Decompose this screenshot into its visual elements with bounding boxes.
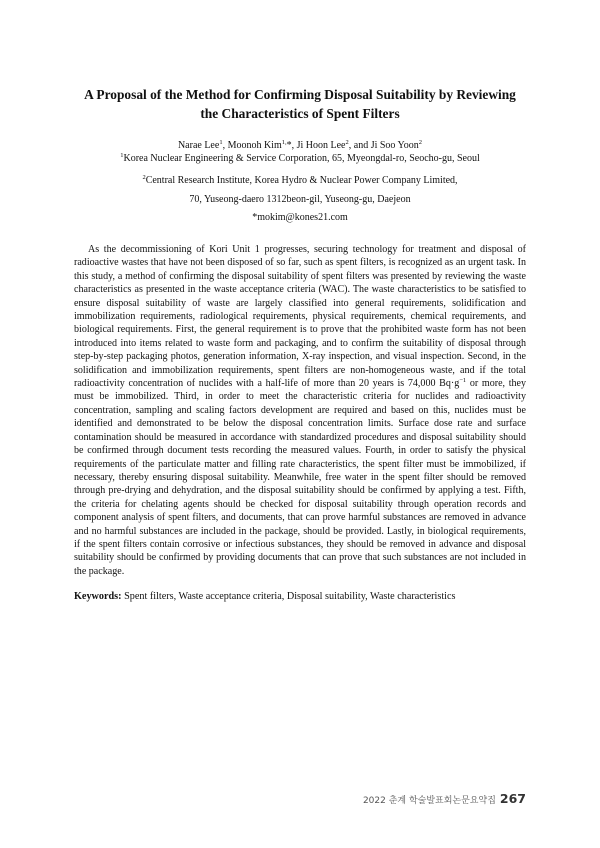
page-footer: [363, 792, 526, 808]
corresponding-email: [60, 211, 540, 225]
affiliation-1-text: Korea Nuclear Engineering & Service Corporation, 65, Myeongdal-ro, Seocho-gu, Seoul: [123, 153, 480, 164]
author-1: Narae Lee: [177, 140, 220, 151]
author-4-affil-mark: 2: [418, 139, 423, 146]
title-line-2: the Characteristics of Spent Filters: [200, 106, 400, 121]
author-1-affil-mark: 1: [219, 139, 223, 146]
unit-exponent: −1: [459, 377, 467, 385]
author-3-affil-mark: 2: [345, 139, 349, 146]
paper-title: [80, 85, 520, 123]
affiliation-2-line-2: 70, Yuseong-daero 1312beon-gil, Yuseong-gu, Daejeon: [189, 194, 411, 205]
author-3: , Ji Hoon Lee: [291, 140, 346, 151]
email-text: *mokim@kones21.com: [252, 212, 348, 223]
affiliation-2-line-1: Central Research Institute, Korea Hydro & Nuclear Power Company Limited,: [145, 175, 458, 186]
affiliation-2-mark: 2: [142, 174, 146, 181]
page-number: 267: [499, 791, 526, 806]
abstract-text-2: or more, they must be immobilized. Third, in order to meet the characteristic criteria for nuclides and radioactivity concentration, sampling and scaling factors development are required and based on this, nuclides must be identified and demonstrated to be below the disposal concentration limits. Surface dose rate and surface contamination should be measured in accordance with standardized procedures and disposal suitability should be confirmed through document tests recording the measured values. Fourth, in order to satisfy the physical requirements of the particulate matter and filling rate characteristics, the spent filter must be immobilized, if necessary, thereby ensuring disposal suitability. Meanwhile, free water in the spent filter should be removed through pre-drying and dehydration, and the disposal suitability should be confirmed by applying a test. Fifth, the criteria for chelating agents should be checked for disposal suitability through operation records and component analysis of spent filters, and documents, that can prove harmful substances are removed in advance and no harmful substances are included in the package, should be provided. Lastly, in biological requirements, if the spent filters contain corrosive or infectious substances, they should be removed in advance and disposal suitability should be confirmed by providing documents that can prove that such substances are not included in the package.: [74, 378, 527, 577]
affiliation-1: [60, 152, 540, 166]
keywords-label: Keywords:: [74, 591, 122, 602]
affiliation-2: [60, 174, 540, 188]
keywords-line: [74, 590, 526, 604]
keywords-list: Spent filters, Waste acceptance criteria, Disposal suitability, Waste characteristics: [121, 591, 456, 602]
author-2: , Moonoh Kim: [222, 140, 282, 151]
title-line-1: A Proposal of the Method for Confirming Disposal Suitability by Reviewing: [84, 87, 516, 102]
proceedings-title: 2022 춘계 학술발표회논문요약집: [362, 796, 496, 806]
author-2-affil-mark: 1,: [281, 139, 287, 146]
affiliation-1-mark: 1: [120, 152, 124, 159]
abstract-text-1: As the decommissioning of Kori Unit 1 progresses, securing technology for treatment and disposal of radioactive wastes that have not been disposed of so far, such as spent filters, is recognized as an urgent task. In this study, a method of confirming the disposal suitability of spent filters was presented by reviewing the waste characteristics as presented in the waste acceptance criteria (WAC). The waste characteristics to be satisfied to ensure disposal suitability of waste are largely classified into general requirements, solidification and immobilization requirements, radiological requirements, physical requirements, chemical requirements, and biological requirements. First, the general requirement is to prove that the prohibited waste form has not been introduced into items related to waste form and packaging, and to confirm the suitability of disposal through step-by-step packaging photos, generation information, X-ray inspection, and visual inspection. Second, in the solidification and immobilization requirements, spent filters are non-homogeneous waste, and if the total radioactivity concentration of nuclides with a half-life of more than 20 years is 74,000 Bq·g: [74, 244, 526, 390]
corresponding-mark: *: [286, 140, 292, 151]
affiliation-2-address: [60, 193, 540, 207]
abstract-body: [74, 243, 526, 578]
author-4: , and Ji Soo Yoon: [348, 140, 419, 151]
